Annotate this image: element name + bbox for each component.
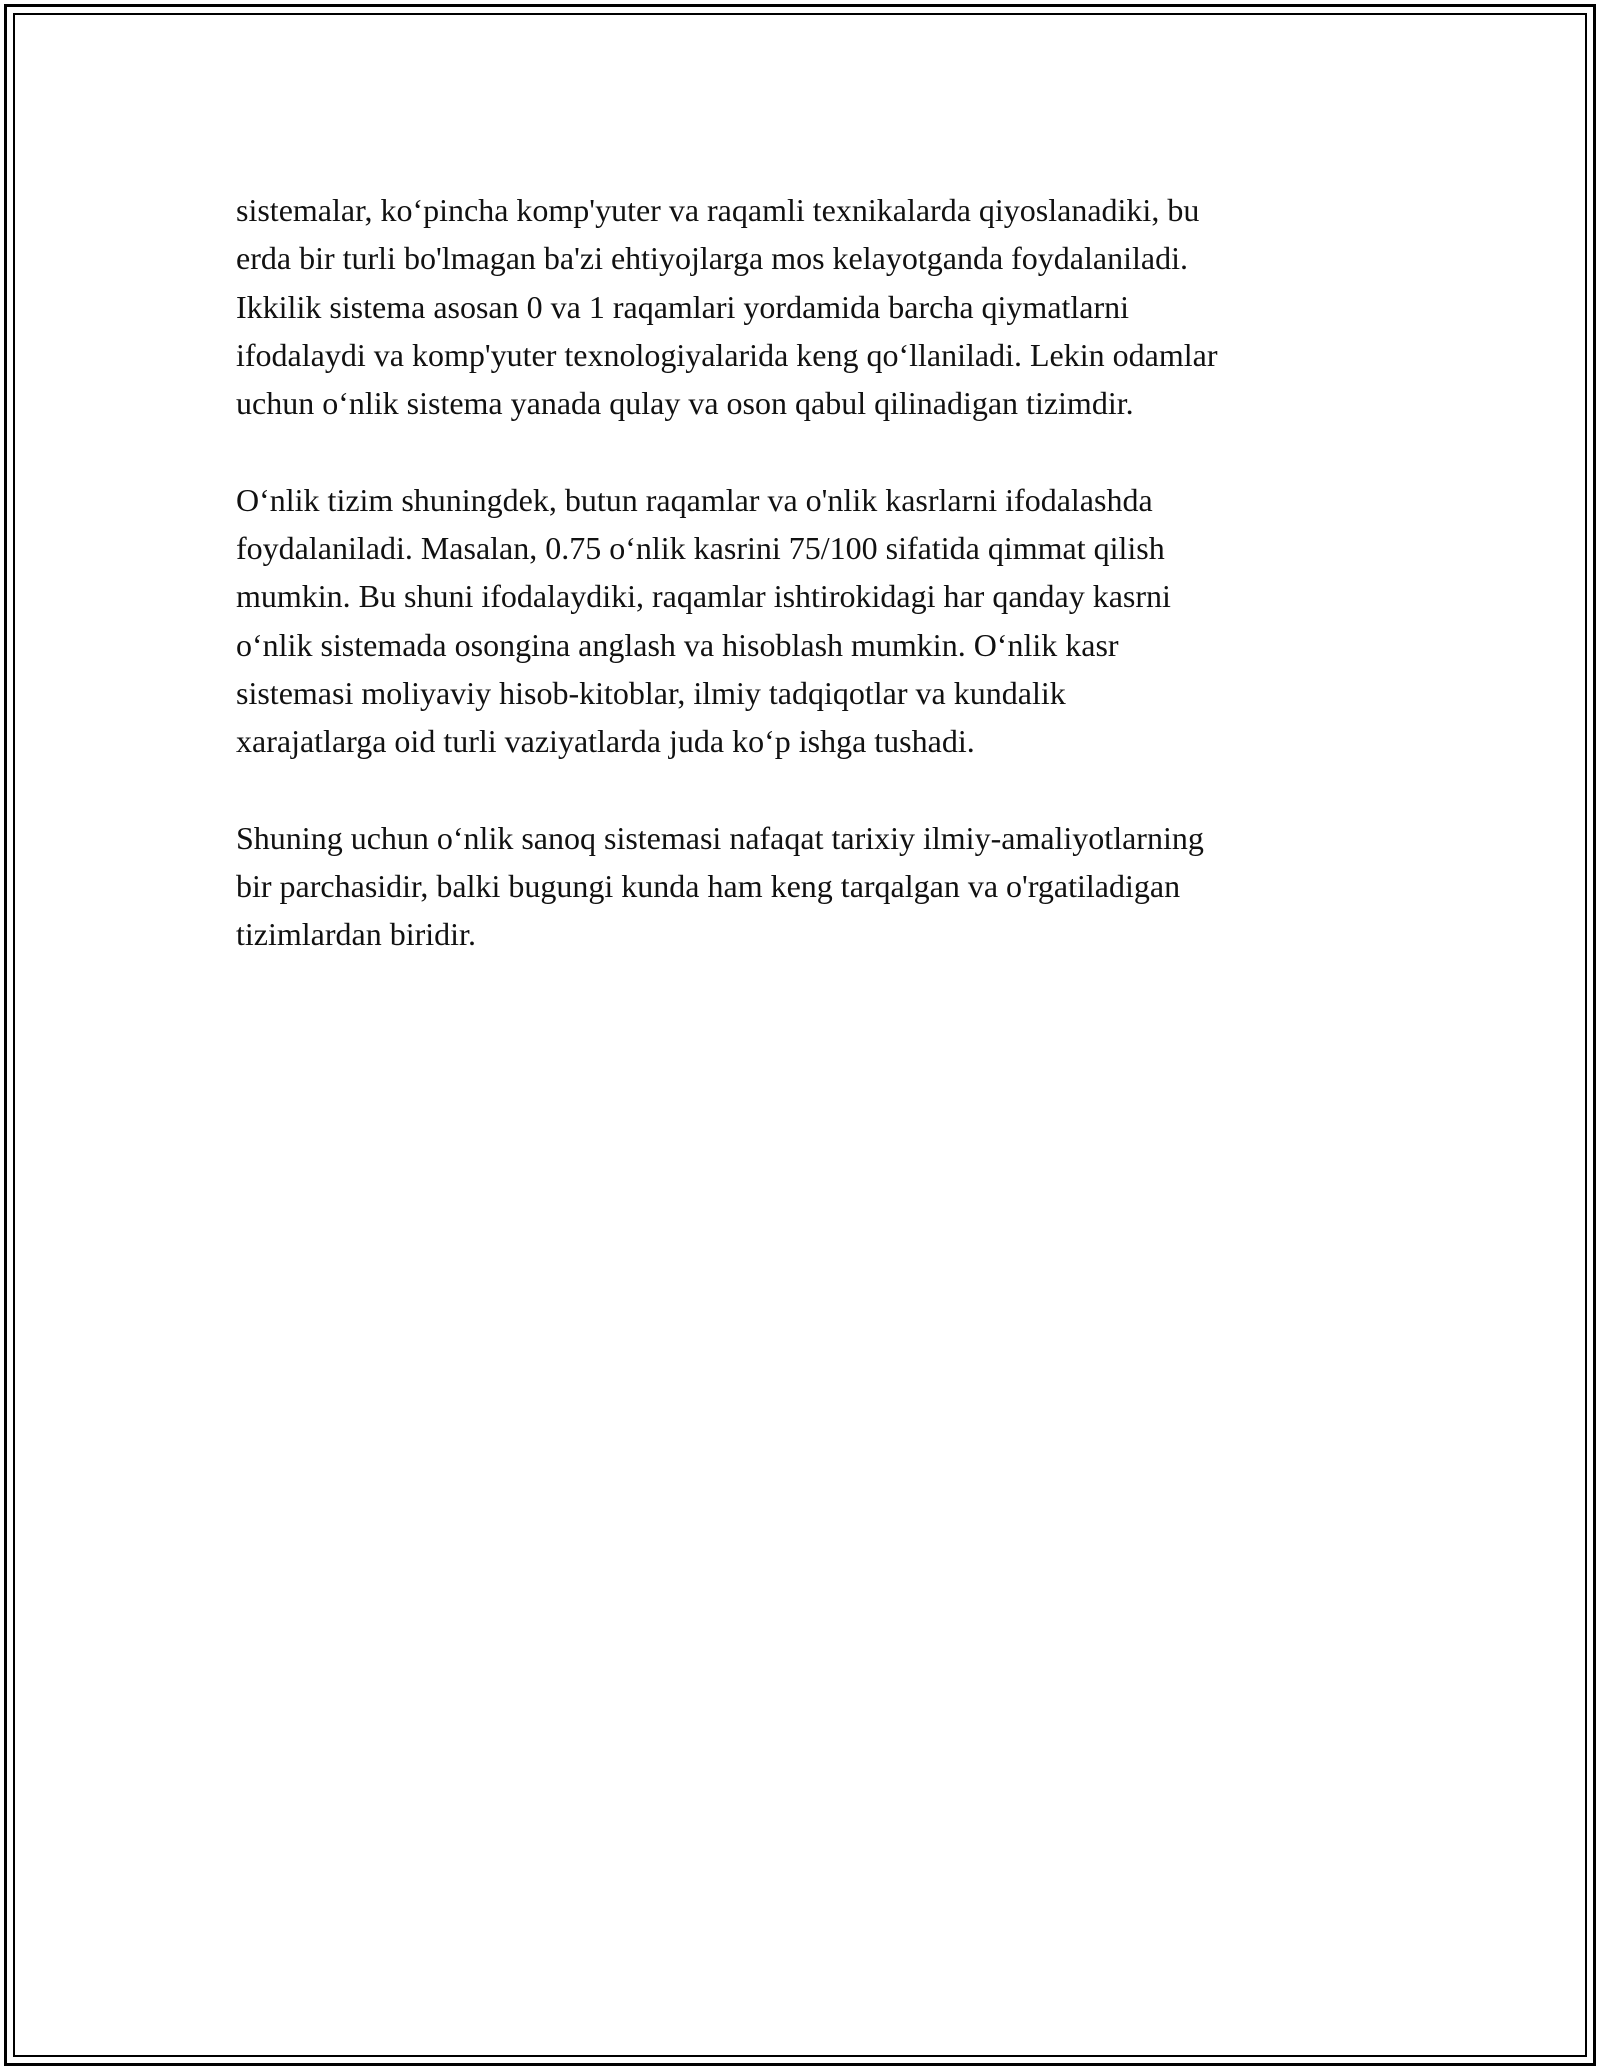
- text-line: uchun o‘nlik sistema yanada qulay va oson qabul qilinadigan tizimdir.: [236, 385, 1134, 422]
- text-line: erda bir turli bo'lmagan ba'zi ehtiyojlarga mos kelayotganda foydalaniladi.: [236, 240, 1188, 277]
- text-line: Ikkilik sistema asosan 0 va 1 raqamlari yordamida barcha qiymatlarni: [236, 288, 1130, 325]
- text-line: mumkin. Bu shuni ifodalaydiki, raqamlar ishtirokidagi har qanday kasrni: [236, 578, 1171, 615]
- text-line: xarajatlarga oid turli vaziyatlarda juda ko‘p ishga tushadi.: [236, 723, 975, 760]
- text-line: sistemalar, ko‘pincha komp'yuter va raqamli texnikalarda qiyoslanadiki, bu: [236, 192, 1200, 228]
- paragraph-2: [236, 476, 1386, 766]
- text-line: o‘nlik sistemada osongina anglash va hisoblash mumkin. O‘nlik kasr: [236, 626, 1119, 663]
- text-line: tizimlardan biridir.: [236, 916, 476, 953]
- paragraph-1: [236, 186, 1386, 427]
- text-line: bir parchasidir, balki bugungi kunda ham keng tarqalgan va o'rgatiladigan: [236, 868, 1181, 905]
- text-line: O‘nlik tizim shuningdek, butun raqamlar va o'nlik kasrlarni ifodalashda: [236, 481, 1153, 518]
- text-line: ifodalaydi va komp'yuter texnologiyalarida keng qo‘llaniladi. Lekin odamlar: [236, 336, 1218, 373]
- text-line: foydalaniladi. Masalan, 0.75 o‘nlik kasrini 75/100 sifatida qimmat qilish: [236, 530, 1165, 567]
- paragraph-3: [236, 814, 1386, 959]
- text-line: Shuning uchun o‘nlik sanoq sistemasi nafaqat tarixiy ilmiy-amaliyotlarning: [236, 819, 1204, 856]
- text-line: sistemasi moliyaviy hisob-kitoblar, ilmiy tadqiqotlar va kundalik: [236, 674, 1066, 711]
- document-body: [236, 186, 1386, 1007]
